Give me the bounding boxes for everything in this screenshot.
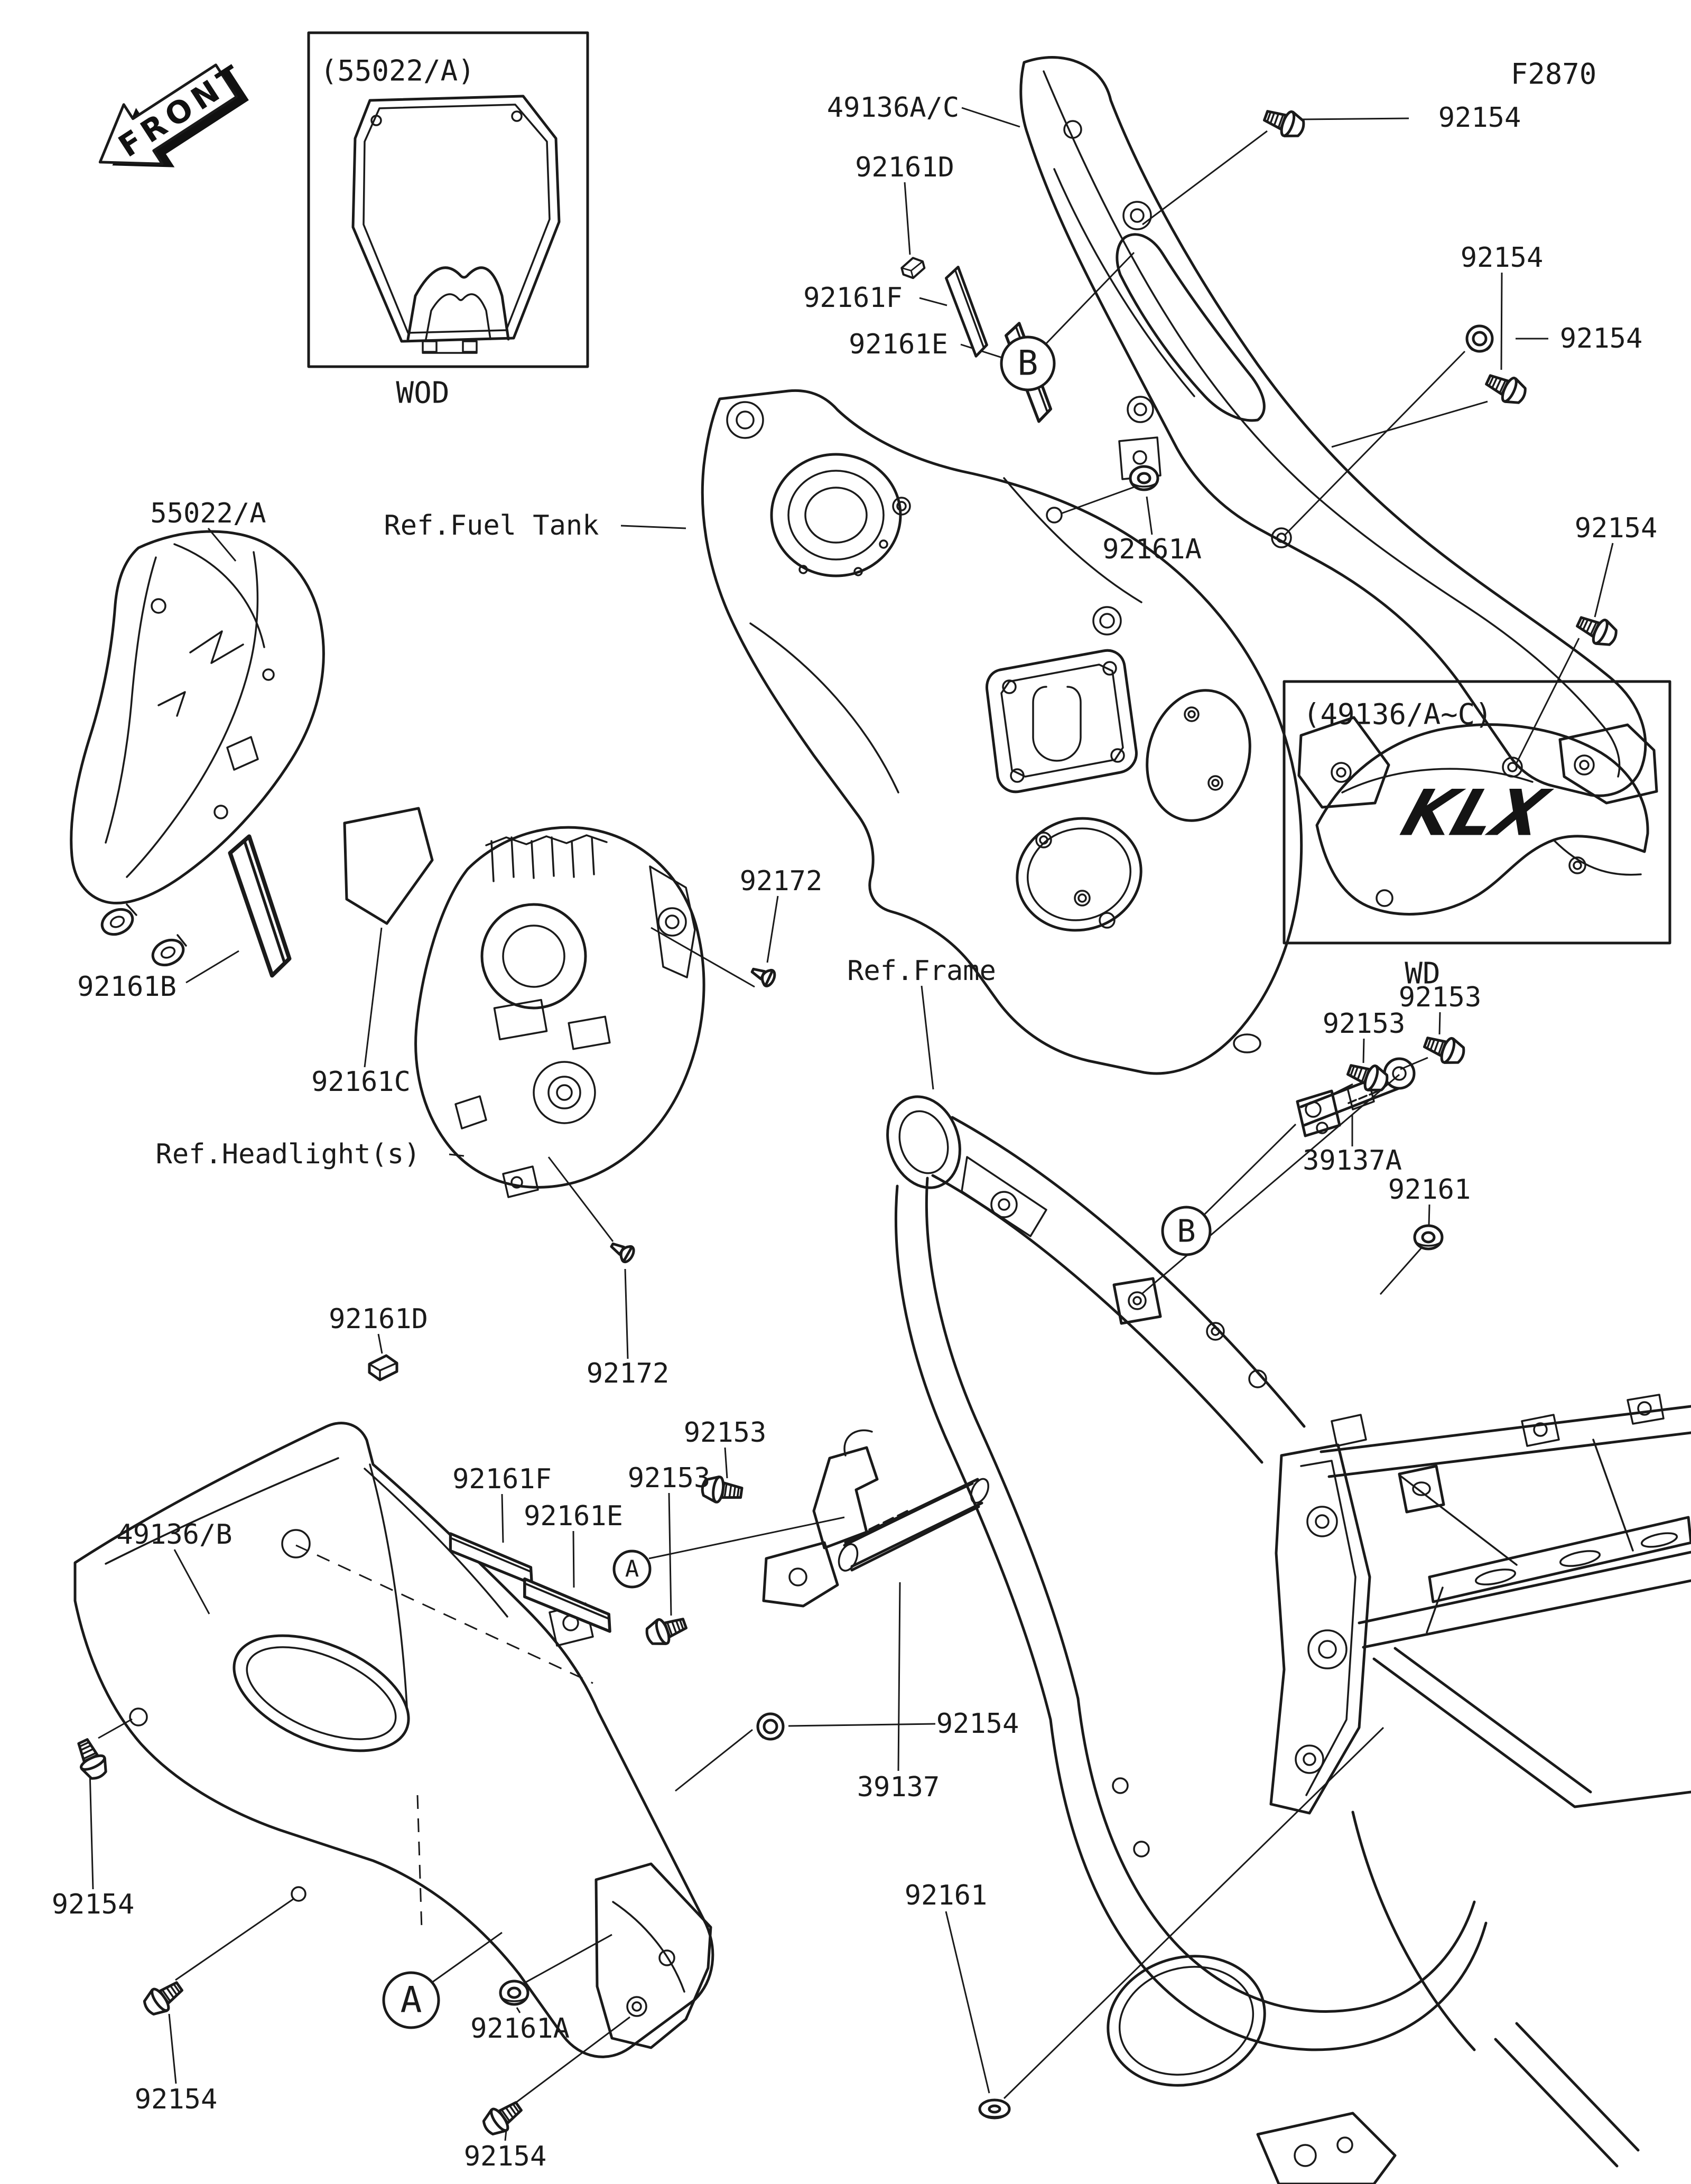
leader-line [1142, 131, 1267, 225]
bolt-icon [140, 1976, 187, 2019]
callout-92153: 92153 [1322, 1008, 1406, 1040]
leader-line [1380, 1248, 1421, 1294]
strip-icon [944, 266, 989, 358]
callout-92154: 92154 [1559, 323, 1643, 354]
callout-92154: 92154 [1438, 102, 1521, 134]
callout-92154: 92154 [463, 2141, 547, 2172]
callout-39137: 39137 [857, 1771, 940, 1803]
callout-92161a: 92161A [470, 2013, 570, 2045]
washer-icon [980, 2100, 1009, 2118]
leader-line [905, 182, 910, 255]
leader-line [365, 928, 382, 1067]
leader-line [675, 1730, 752, 1791]
leader-line [502, 1494, 503, 1543]
callout-92153: 92153 [1398, 982, 1482, 1013]
callout-92172: 92172 [586, 1358, 670, 1389]
nut-icon [1467, 326, 1492, 351]
strip-icon [227, 835, 293, 977]
leader-line [417, 1795, 422, 1929]
headlight-cowl-part [71, 531, 324, 970]
callout-92161d: 92161D [855, 152, 954, 183]
marker-letter: B [1177, 1212, 1196, 1249]
callout-92154: 92154 [936, 1708, 1019, 1740]
leader-line [788, 1724, 935, 1726]
leader-line [1142, 1075, 1399, 1293]
leader-line [767, 896, 778, 963]
callout-92161c: 92161C [311, 1066, 411, 1098]
marker-letter: A [625, 1555, 639, 1583]
leader-line [1285, 351, 1465, 535]
leader-line [378, 1334, 382, 1354]
marker-letter: A [400, 1979, 422, 2021]
leader-line [98, 1719, 132, 1738]
callout-55022-a: 55022/A [150, 498, 266, 529]
front-label: FRONT [112, 55, 253, 164]
callout-92161e: 92161E [524, 1500, 623, 1532]
patch-icon [900, 256, 926, 280]
callout-49136a-c: 49136A/C [826, 92, 960, 124]
callout-92154: 92154 [1460, 242, 1544, 274]
leader-line [621, 526, 686, 528]
headlight-assembly [416, 827, 704, 1197]
marker-letter: B [1017, 343, 1038, 384]
leader-line [449, 1154, 464, 1156]
inset-title: (55022/A) [320, 54, 475, 88]
detail-marker-b [1163, 1207, 1210, 1255]
leader-line [175, 1899, 294, 1980]
detail-marker-b [1001, 337, 1054, 390]
leader-line [962, 108, 1020, 127]
windshield-part [353, 96, 559, 353]
callout-92153: 92153 [683, 1417, 767, 1449]
part-callouts [52, 92, 1658, 2172]
inset-caption: WOD [396, 376, 450, 410]
grommet-icon [500, 1981, 528, 2004]
grommet-icon [1130, 466, 1158, 490]
leader-line [90, 1771, 93, 1889]
callout-ref-frame: Ref.Frame [847, 955, 996, 987]
fasteners [71, 104, 1620, 2140]
bolt-icon [1421, 1031, 1467, 1068]
nut-icon [758, 1714, 783, 1739]
callout-92154: 92154 [1574, 512, 1658, 544]
trim-pad-c-part [345, 808, 432, 923]
detail-marker-a [384, 1973, 439, 2028]
callout-ref-fuel-tank: Ref.Fuel Tank [384, 510, 599, 542]
leader-line [1363, 1039, 1364, 1063]
leader-line [573, 1531, 574, 1588]
callout-49136-b: 49136/B [116, 1519, 233, 1551]
detail-marker-a [614, 1551, 650, 1587]
klx-logo: KLX [1393, 777, 1556, 851]
callout-ref-headlight-s-: Ref.Headlight(s) [155, 1138, 421, 1170]
callout-92161f: 92161F [803, 282, 903, 314]
inset-caption: WD [1405, 956, 1441, 991]
leader-line [649, 1517, 844, 1558]
patch-icon [369, 1356, 397, 1380]
callout-92154: 92154 [134, 2084, 218, 2115]
strip-icon [518, 1576, 616, 1636]
leader-line [1516, 638, 1579, 765]
callout-92161d: 92161D [329, 1303, 428, 1335]
bolt-icon [479, 2096, 526, 2139]
bolt-icon [71, 1736, 111, 1782]
callout-92161f: 92161F [452, 1463, 552, 1495]
leader-line [169, 2014, 176, 2084]
leader-lines [90, 108, 1613, 2141]
cs-icon [608, 1238, 636, 1264]
leader-line [1595, 543, 1613, 617]
leader-line [1147, 497, 1152, 535]
leader-line [922, 986, 933, 1089]
bolt-icon [1483, 368, 1529, 408]
bolt-icon [1261, 104, 1307, 141]
leader-line [174, 1550, 209, 1614]
callout-92161a: 92161A [1102, 534, 1202, 565]
leader-line [1299, 118, 1409, 119]
leader-line [898, 1582, 900, 1771]
callout-92153: 92153 [627, 1462, 711, 1494]
leader-line [432, 1933, 502, 1982]
front-arrow [81, 40, 266, 200]
inset-title: (49136/A~C) [1303, 697, 1492, 731]
bolt-icon [1574, 610, 1620, 650]
leader-line [625, 1269, 628, 1359]
leader-line [1046, 253, 1134, 343]
callout-92172: 92172 [739, 865, 823, 897]
callout-92161: 92161 [904, 1880, 988, 1911]
leader-line [296, 1545, 593, 1683]
callout-92161b: 92161B [77, 971, 176, 1003]
leader-line [725, 1448, 727, 1478]
leader-line [517, 2008, 520, 2013]
bolt-icon [1345, 1058, 1390, 1095]
leader-line [1439, 1012, 1440, 1034]
callout-92161e: 92161E [849, 329, 948, 360]
leader-line [526, 1935, 612, 1982]
leader-line [186, 951, 239, 983]
frame-part [835, 1087, 1691, 2184]
callout-39137a: 39137A [1303, 1145, 1402, 1177]
leader-line [1061, 487, 1134, 514]
leader-line [1501, 273, 1502, 370]
leader-line [946, 1911, 989, 2093]
leader-line [919, 298, 947, 305]
callout-92154: 92154 [51, 1889, 135, 1920]
shroud-logo-part [1317, 725, 1648, 914]
bolt-icon [644, 1612, 689, 1649]
inset-windshield [309, 33, 588, 410]
grommet-icon [1415, 1226, 1442, 1249]
cs-icon [749, 963, 777, 988]
diagram-code: F2870 [1510, 57, 1597, 91]
callout-92161: 92161 [1388, 1174, 1471, 1206]
